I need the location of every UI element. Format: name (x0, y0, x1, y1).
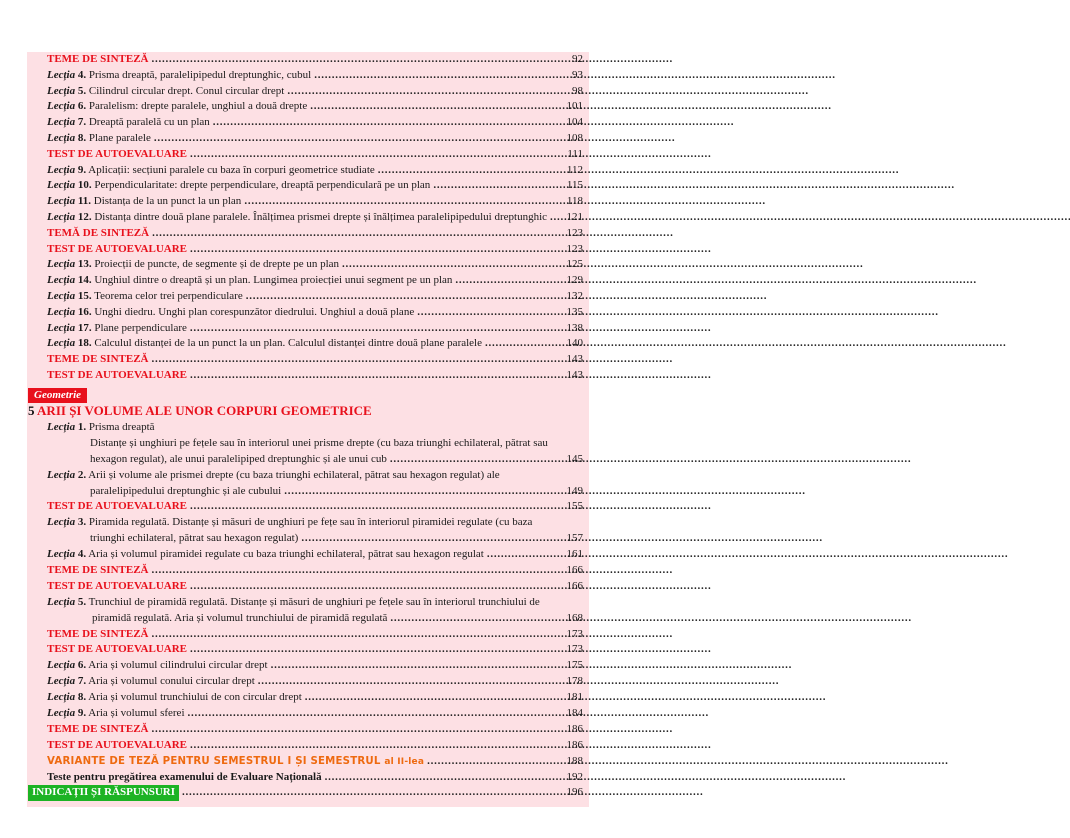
lesson-title: Unghi diedru. Unghi plan corespunzător diedrului. Unghiul a două plane (94, 305, 415, 318)
lesson-number: 8. (77, 131, 87, 144)
dot-leader (213, 115, 558, 131)
lesson-title: Dreaptă paralelă cu un plan (88, 116, 210, 129)
toc-bottom-section (28, 420, 583, 801)
toc-entry[interactable] (28, 515, 583, 531)
page-number: 166 (566, 564, 583, 577)
lesson-number: 12. (77, 210, 92, 223)
dot-leader (325, 770, 558, 786)
lesson-title: Prisma dreaptă (88, 421, 155, 433)
page-number: 143 (566, 368, 583, 381)
toc-entry[interactable] (28, 499, 583, 515)
page-number: 92 (572, 53, 583, 65)
page-number: 175 (566, 659, 583, 672)
entry-text (47, 690, 302, 706)
lesson-label: Lecția (47, 68, 76, 81)
toc-entry[interactable] (28, 84, 583, 100)
chapter-number: 5 (28, 403, 35, 418)
entry-text (47, 468, 500, 484)
lesson-label: Lecția (47, 274, 76, 287)
chapter-heading (28, 403, 372, 419)
page-number: 93 (572, 68, 583, 81)
lesson-title: Unghiul dintre o dreaptă și un plan. Lungimea proiecției unui segment pe un plan (94, 274, 453, 287)
toc-entry[interactable] (28, 289, 583, 305)
page-number: 108 (566, 131, 583, 144)
entry-text (47, 321, 187, 337)
entry-text (47, 289, 243, 305)
lesson-title: Aria și volumul sferei (88, 707, 185, 720)
entry-text: TEST DE AUTOEVALUARE (47, 368, 187, 381)
toc-entry[interactable] (28, 436, 583, 452)
lesson-label: Lecția (47, 675, 76, 688)
entry-text: TEST DE AUTOEVALUARE (47, 643, 187, 656)
page-number: 123 (566, 242, 583, 255)
dot-leader (314, 68, 558, 84)
entry-text (47, 547, 484, 563)
entry-text: Distanțe și unghiuri pe fețele sau în interiorul unei prisme drepte (cu baza triunghi echilateral, pătrat sau (90, 436, 548, 449)
lesson-number: 16. (77, 305, 92, 318)
lesson-title: Aria și volumul trunchiului de con circular drept (88, 691, 302, 704)
dot-leader (190, 147, 558, 163)
dot-leader (151, 627, 558, 643)
entry-text (47, 131, 151, 147)
lesson-label: Lecția (47, 548, 76, 561)
toc-entry[interactable] (28, 257, 583, 273)
toc-top-section (28, 52, 583, 384)
toc-entry[interactable] (28, 563, 583, 579)
page-number: 173 (566, 627, 583, 640)
dot-leader (433, 178, 558, 194)
entry-text (47, 257, 339, 273)
lesson-number: 9. (77, 163, 87, 176)
lesson-number: 8. (77, 691, 87, 704)
entry-text (47, 210, 547, 226)
entry-text: TEMĂ DE SINTEZĂ (47, 226, 150, 239)
toc-entry[interactable] (28, 163, 583, 179)
lesson-label: Lecția (47, 516, 76, 529)
lesson-number: 6. (77, 100, 87, 113)
lesson-number: 7. (77, 675, 87, 688)
dot-leader (190, 738, 558, 754)
lesson-title: Cilindrul circular drept. Conul circular drept (88, 84, 285, 97)
lesson-number: 13. (77, 258, 92, 271)
chapter-title: ARII ȘI VOLUME ALE UNOR CORPURI GEOMETRICE (37, 403, 372, 418)
entry-text (47, 99, 307, 115)
toc-entry[interactable] (28, 642, 583, 658)
lesson-label: Lecția (47, 289, 76, 302)
page-number: 186 (566, 738, 583, 751)
entry-text: TEME DE SINTEZĂ (47, 353, 149, 366)
page-number: 196 (566, 786, 583, 799)
dot-leader (301, 531, 558, 547)
page-number: 192 (566, 770, 583, 783)
entry-text (47, 163, 375, 179)
dot-leader (182, 785, 558, 801)
lesson-title: Arii și volume ale prismei drepte (cu baza triunghi echilateral, pătrat sau hexagon regulat) ale (88, 468, 500, 481)
lesson-number: 14. (77, 274, 92, 287)
toc-entry[interactable] (28, 305, 583, 321)
lesson-number: 5. (77, 595, 87, 608)
page-number: 155 (566, 500, 583, 513)
lesson-title: Paralelism: drepte paralele, unghiul a două drepte (88, 100, 308, 113)
entry-text (47, 305, 414, 321)
lesson-number: 15. (77, 289, 92, 302)
toc-entry[interactable] (28, 611, 583, 627)
lesson-title: Aria și volumul piramidei regulate cu baza triunghi echilateral, pătrat sau hexagon regulat (88, 548, 484, 561)
lesson-title: Trunchiul de piramidă regulată. Distanțe și măsuri de unghiuri pe fețele sau în interiorul trunchiului de (88, 595, 540, 608)
toc-entry[interactable] (28, 738, 583, 754)
lesson-label: Lecția (47, 195, 76, 208)
toc-entry[interactable] (28, 68, 583, 84)
lesson-number: 7. (77, 116, 87, 129)
toc-entry[interactable] (28, 754, 583, 770)
lesson-title: Distanța de la un punct la un plan (93, 195, 242, 208)
page-number: 186 (566, 722, 583, 735)
entry-text: TEST DE AUTOEVALUARE (47, 242, 187, 255)
lesson-label: Lecția (47, 691, 76, 704)
page-number: 173 (566, 643, 583, 656)
lesson-number: 5. (77, 84, 87, 97)
dot-leader (190, 321, 558, 337)
page-number: 168 (566, 611, 583, 624)
toc-entry[interactable] (28, 658, 583, 674)
toc-entry[interactable] (28, 595, 583, 611)
entry-text (47, 674, 255, 690)
dot-leader (151, 52, 558, 68)
toc-entry[interactable] (28, 368, 583, 384)
lesson-title: Prisma dreaptă, paralelipipedul dreptunghic, cubul (88, 68, 312, 81)
page-number: 149 (566, 484, 583, 497)
dot-leader (342, 257, 558, 273)
page-number: 112 (566, 163, 583, 176)
page-number: 145 (566, 452, 583, 465)
toc-entry[interactable] (28, 178, 583, 194)
entry-text (47, 194, 241, 210)
dot-leader (455, 273, 558, 289)
dot-leader (550, 210, 558, 226)
dot-leader (485, 336, 558, 352)
page-number: 181 (566, 691, 583, 704)
entry-text: paralelipipedului dreptunghic și ale cubului (90, 484, 282, 497)
entry-text (47, 273, 452, 289)
dot-leader (305, 690, 558, 706)
entry-text: TEME DE SINTEZĂ (47, 627, 149, 640)
page-number: 138 (566, 321, 583, 334)
lesson-label: Lecția (47, 258, 76, 271)
page-number: 135 (566, 305, 583, 318)
entry-text (47, 658, 268, 674)
dot-leader (244, 194, 558, 210)
page-number: 143 (566, 353, 583, 366)
dot-leader (390, 611, 558, 627)
toc-entry[interactable] (28, 690, 583, 706)
toc-entry[interactable] (28, 785, 583, 801)
lesson-number: 3. (77, 516, 87, 529)
entry-text (47, 754, 424, 771)
page-number: 121 (566, 210, 583, 223)
page-number: 178 (566, 675, 583, 688)
entry-text: TEST DE AUTOEVALUARE (47, 147, 187, 160)
entry-text (47, 84, 284, 100)
page-number: 166 (566, 579, 583, 592)
toc-entry[interactable] (28, 131, 583, 147)
dot-leader (287, 84, 558, 100)
entry-text: INDICAȚII ȘI RĂSPUNSURI (28, 785, 179, 801)
entry-text (47, 336, 482, 352)
toc-entry[interactable] (28, 722, 583, 738)
entry-text (47, 515, 532, 531)
entry-text (47, 420, 155, 436)
toc-entry[interactable] (28, 52, 583, 68)
lesson-label: Lecția (47, 707, 76, 720)
entry-text: hexagon regulat), ale unui paralelipiped dreptunghic și ale unui cub (90, 452, 387, 465)
lesson-title: Plane perpendiculare (94, 321, 187, 334)
lesson-number: 9. (77, 707, 87, 720)
lesson-title: Perpendicularitate: drepte perpendiculare, dreaptă perpendiculară pe un plan (94, 179, 431, 192)
section-tag: Geometrie (28, 388, 87, 403)
toc-entry[interactable] (28, 210, 583, 226)
dot-leader (151, 352, 558, 368)
entry-text: TEME DE SINTEZĂ (47, 722, 149, 735)
entry-text: TEME DE SINTEZĂ (47, 564, 149, 577)
lesson-label: Lecția (47, 595, 76, 608)
lesson-label: Lecția (47, 321, 76, 334)
lesson-label: Lecția (47, 468, 76, 481)
lesson-label: Lecția (47, 116, 76, 129)
entry-text: TEST DE AUTOEVALUARE (47, 738, 187, 751)
entry-text (47, 115, 210, 131)
dot-leader (190, 579, 558, 595)
lesson-label: Lecția (47, 210, 76, 223)
dot-leader (284, 484, 558, 500)
dot-leader (487, 547, 558, 563)
toc-entry[interactable] (28, 547, 583, 563)
toc-entry[interactable] (28, 115, 583, 131)
dot-leader (151, 722, 558, 738)
lesson-title: Aplicații: secțiuni paralele cu baza în corpuri geometrice studiate (88, 163, 375, 176)
lesson-title: Piramida regulată. Distanțe și măsuri de unghiuri pe fețe sau în interiorul piramidei regulate (cu baza (88, 516, 533, 529)
lesson-number: 6. (77, 659, 87, 672)
lesson-number: 4. (77, 68, 87, 81)
toc-entry[interactable] (28, 273, 583, 289)
toc-entry[interactable] (28, 452, 583, 468)
dot-leader (427, 754, 558, 770)
toc-entry[interactable] (28, 226, 583, 242)
entry-text: piramidă regulată. Aria și volumul trunchiului de piramidă regulată (92, 611, 388, 624)
toc-entry[interactable] (28, 531, 583, 547)
page-number: 140 (566, 337, 583, 350)
dot-leader (246, 289, 558, 305)
lesson-title: Aria și volumul cilindrului circular drept (88, 659, 268, 672)
page-number: 184 (566, 707, 583, 720)
toc-entry[interactable] (28, 468, 583, 484)
lesson-label: Lecția (47, 163, 76, 176)
toc-entry[interactable] (28, 674, 583, 690)
dot-leader (310, 99, 558, 115)
lesson-label: Lecția (47, 131, 76, 144)
dot-leader (190, 242, 558, 258)
lesson-label: Lecția (47, 100, 76, 113)
dot-leader (190, 642, 558, 658)
toc-entry[interactable] (28, 242, 583, 258)
dot-leader (271, 658, 558, 674)
toc-entry[interactable] (28, 770, 583, 786)
page-number: 101 (566, 100, 583, 113)
page-number: 118 (566, 195, 583, 208)
toc-entry[interactable] (28, 336, 583, 352)
toc-entry[interactable] (28, 627, 583, 643)
dot-leader (417, 305, 558, 321)
toc-entry[interactable] (28, 352, 583, 368)
dot-leader (258, 674, 558, 690)
entry-text: TEST DE AUTOEVALUARE (47, 500, 187, 513)
entry-text (47, 706, 185, 722)
dot-leader (188, 706, 559, 722)
lesson-label: Lecția (47, 84, 76, 97)
page-number: 132 (566, 289, 583, 302)
lesson-number: 2. (77, 468, 87, 481)
entry-title: VARIANTE DE TEZĂ PENTRU SEMESTRUL I ȘI SEMESTRUL (47, 755, 381, 767)
toc-entry[interactable] (28, 420, 583, 436)
page-number: 129 (566, 274, 583, 287)
page-number: 157 (566, 532, 583, 545)
dot-leader (152, 226, 558, 242)
lesson-number: 10. (77, 179, 92, 192)
entry-text (47, 595, 540, 611)
lesson-number: 11. (77, 195, 92, 208)
page-number: 125 (566, 258, 583, 271)
lesson-number: 17. (77, 321, 92, 334)
page-number: 111 (567, 147, 583, 160)
toc-entry[interactable] (28, 706, 583, 722)
dot-leader (190, 368, 558, 384)
lesson-title: Teorema celor trei perpendiculare (94, 289, 243, 302)
lesson-title: Proiecții de puncte, de segmente și de drepte pe un plan (94, 258, 340, 271)
toc-entry[interactable] (28, 194, 583, 210)
lesson-label: Lecția (47, 421, 76, 433)
dot-leader (190, 499, 558, 515)
page-number: 104 (566, 116, 583, 129)
page-number: 123 (566, 226, 583, 239)
lesson-number: 1. (77, 421, 87, 433)
lesson-title: Aria și volumul conului circular drept (88, 675, 255, 688)
entry-text (47, 178, 430, 194)
page-number: 115 (566, 179, 583, 192)
lesson-title: Calculul distanței de la un punct la un plan. Calculul distanței dintre două plane paralele (94, 337, 482, 350)
lesson-label: Lecția (47, 305, 76, 318)
entry-text: Teste pentru pregătirea examenului de Evaluare Națională (47, 770, 322, 783)
page-number: 188 (566, 754, 583, 767)
entry-suffix: al II-lea (384, 756, 425, 767)
lesson-title: Plane paralele (88, 131, 151, 144)
dot-leader (390, 452, 558, 468)
lesson-number: 4. (77, 548, 87, 561)
toc-entry[interactable] (28, 484, 583, 500)
dot-leader (151, 563, 558, 579)
toc-entry[interactable] (28, 99, 583, 115)
lesson-number: 18. (77, 337, 92, 350)
toc-entry[interactable] (28, 579, 583, 595)
entry-text: TEST DE AUTOEVALUARE (47, 579, 187, 592)
toc-entry[interactable] (28, 321, 583, 337)
entry-text: triunghi echilateral, pătrat sau hexagon regulat) (90, 532, 299, 545)
lesson-label: Lecția (47, 179, 76, 192)
lesson-title: Distanța dintre două plane paralele. Înălțimea prismei drepte și înălțimea paralelipipedului dreptunghic (94, 210, 548, 223)
dot-leader (154, 131, 558, 147)
entry-text: TEME DE SINTEZĂ (47, 53, 149, 65)
entry-text (47, 68, 311, 84)
dot-leader (378, 163, 558, 179)
toc-entry[interactable] (28, 147, 583, 163)
lesson-label: Lecția (47, 337, 76, 350)
page-number: 161 (566, 548, 583, 561)
lesson-label: Lecția (47, 659, 76, 672)
page-number: 98 (572, 84, 583, 97)
